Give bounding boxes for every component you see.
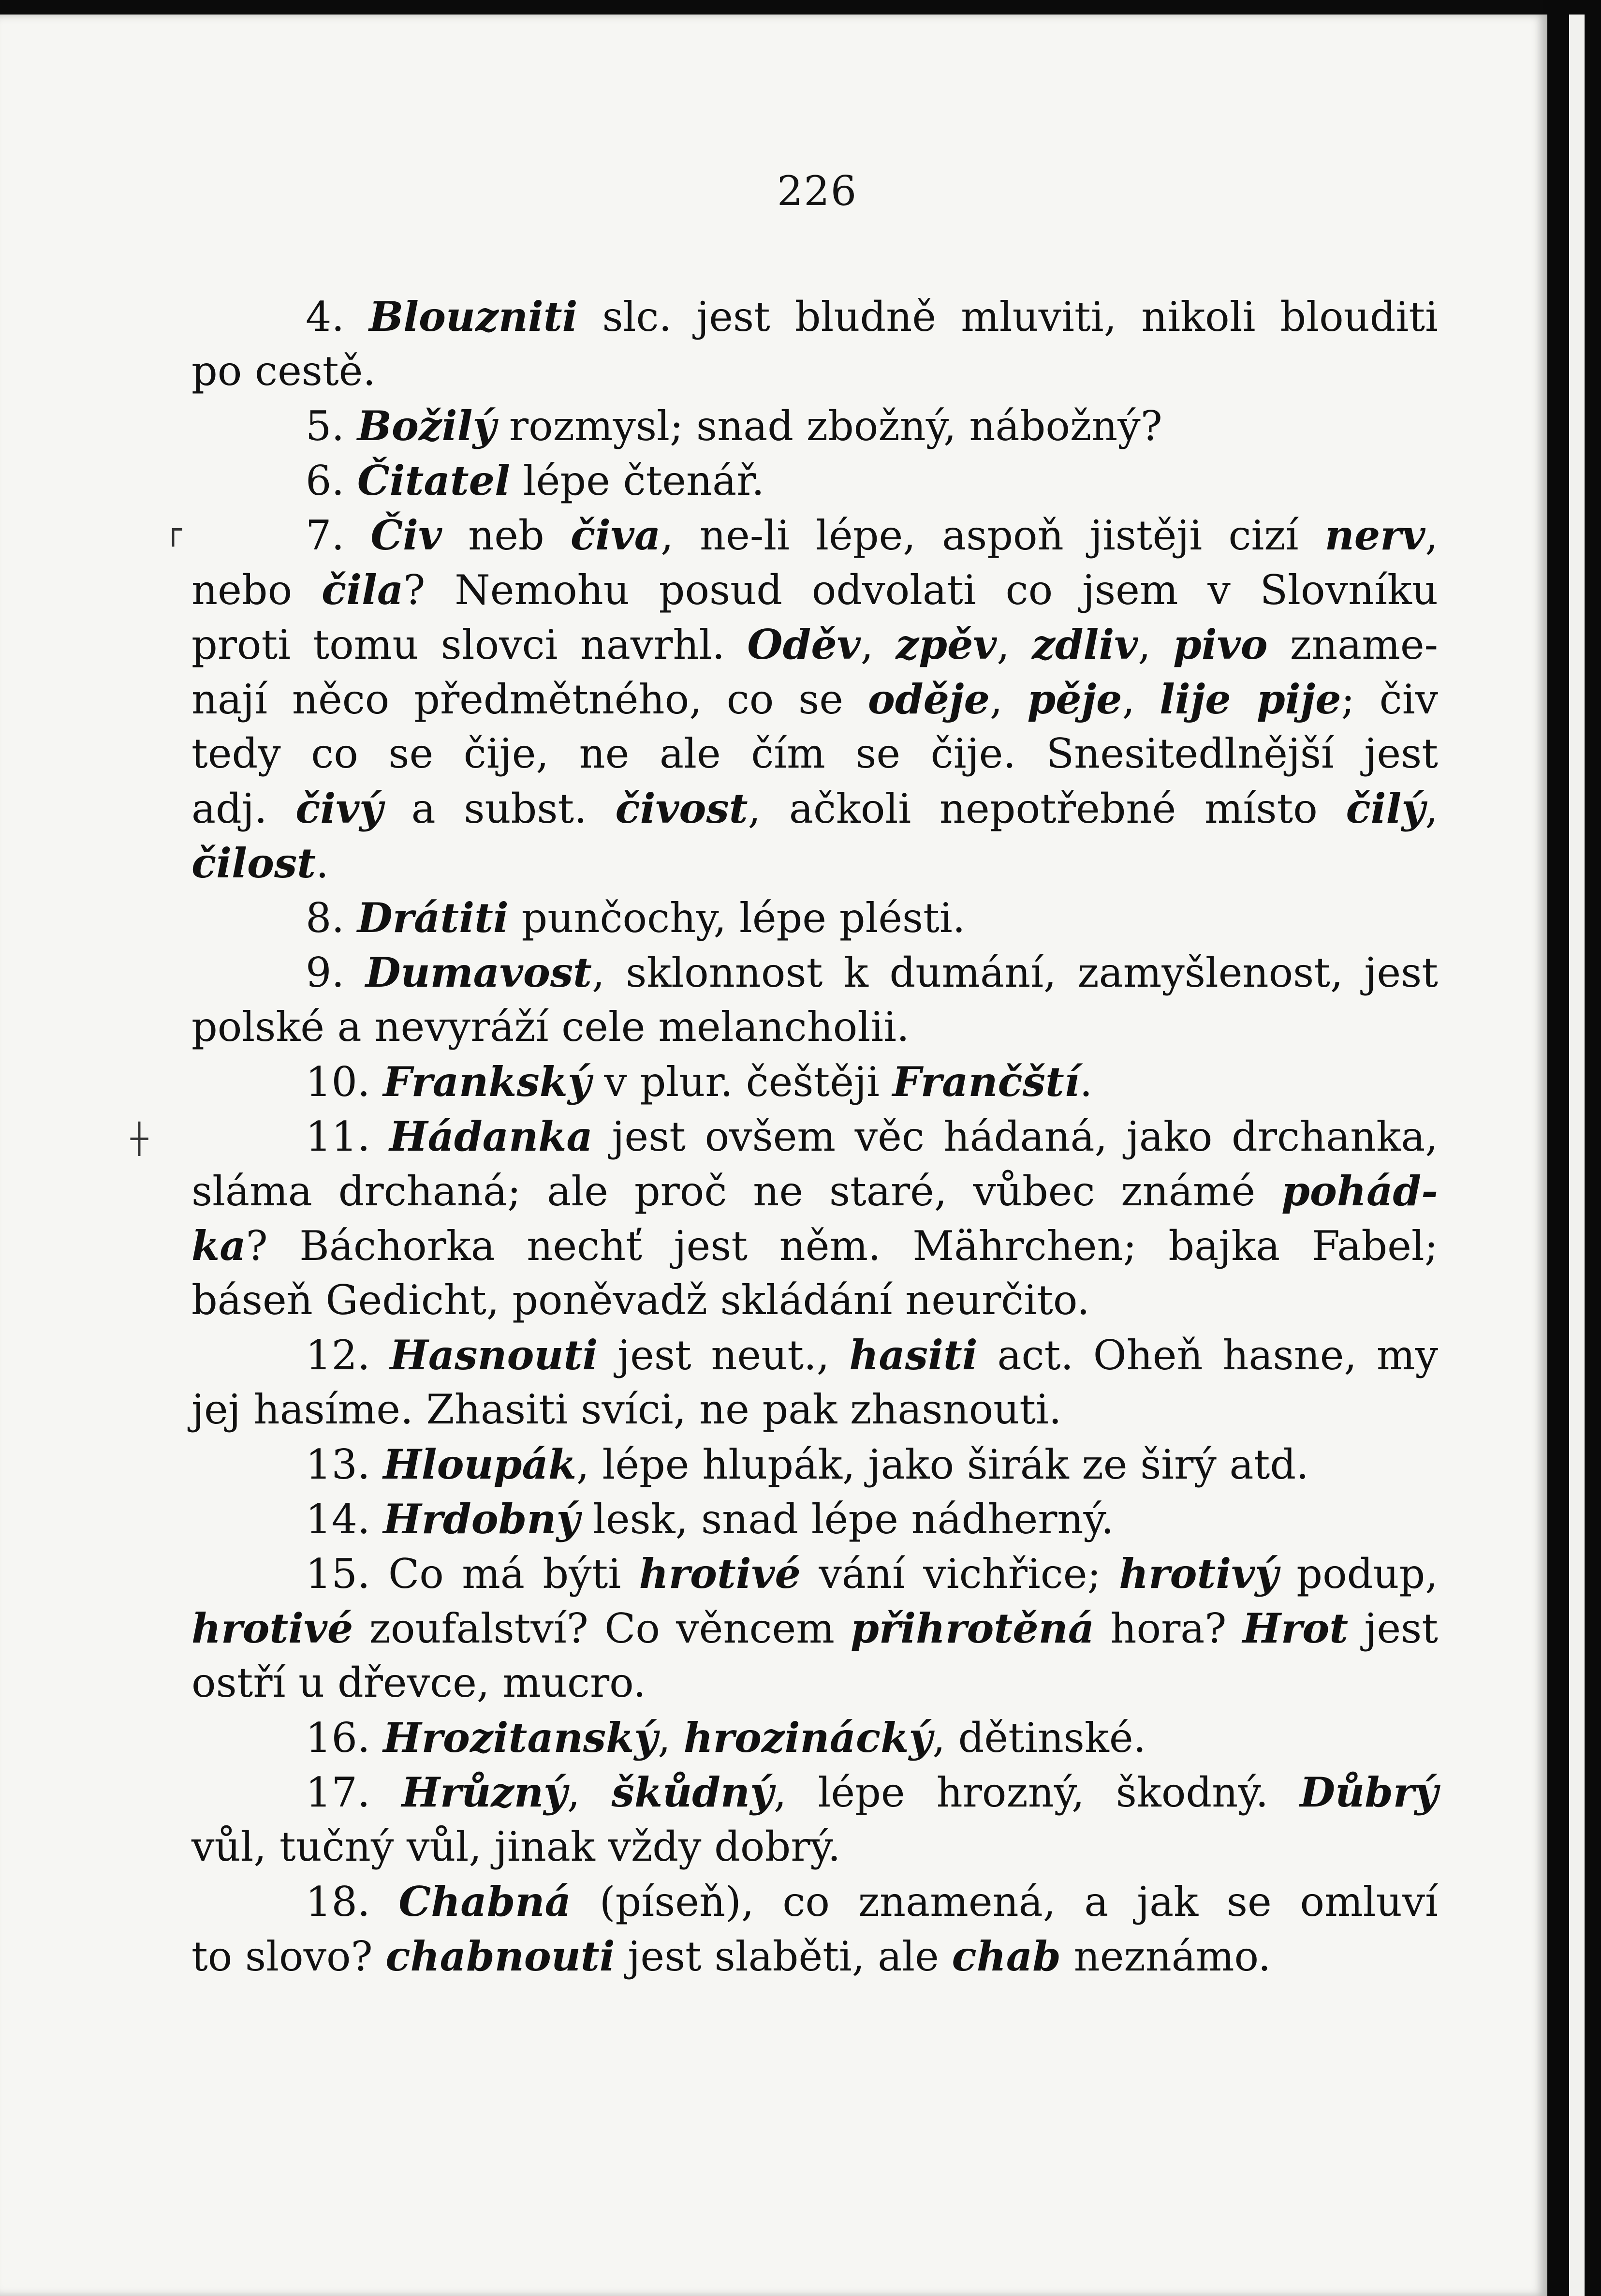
italic-term: Čiv bbox=[370, 511, 442, 559]
italic-term: přihrotěná bbox=[851, 1604, 1095, 1652]
entry-line bbox=[191, 836, 1438, 890]
text-run: ostří u dřevce, mucro. bbox=[191, 1659, 646, 1706]
text-run: a subst. bbox=[382, 785, 616, 832]
entry-first-line bbox=[191, 1109, 1438, 1164]
text-run: 9. bbox=[306, 949, 366, 996]
text-run: , bbox=[567, 1769, 612, 1816]
text-run: 14. bbox=[306, 1496, 383, 1543]
entry-first-line bbox=[191, 1328, 1438, 1382]
italic-term: Hrdobný bbox=[383, 1495, 580, 1543]
text-run: proti tomu slovci navrhl. bbox=[191, 621, 748, 668]
text-run: , bbox=[1425, 785, 1438, 832]
italic-term: Hrůzný bbox=[401, 1768, 567, 1816]
text-run: , bbox=[1122, 676, 1160, 723]
text-run: po cestě. bbox=[191, 347, 376, 395]
text-run: zname- bbox=[1267, 621, 1439, 668]
text-run: , bbox=[1425, 512, 1438, 559]
entry-first-line bbox=[191, 399, 1438, 453]
text-run: , bbox=[860, 621, 896, 668]
text-run: . bbox=[1079, 1058, 1093, 1106]
scan-border-top bbox=[0, 0, 1601, 16]
text-run: 4. bbox=[306, 293, 369, 341]
entry-line bbox=[191, 781, 1438, 836]
entry-line bbox=[191, 1000, 1438, 1054]
entry-line bbox=[191, 726, 1438, 781]
italic-term: Božilý bbox=[357, 402, 497, 450]
text-run: , ačkoli nepotřebné místo bbox=[748, 785, 1346, 832]
text-run: to slovo? bbox=[191, 1933, 386, 1980]
italic-term: Frančští bbox=[892, 1058, 1080, 1106]
italic-term: zpěv bbox=[896, 621, 997, 668]
italic-term: nerv bbox=[1324, 511, 1425, 559]
text-run: 6. bbox=[306, 457, 357, 504]
page-edge-strip bbox=[1569, 15, 1585, 2296]
text-run: neb bbox=[441, 512, 571, 559]
italic-term: Chabná bbox=[398, 1878, 571, 1926]
entry-first-line bbox=[191, 1437, 1438, 1492]
text-run: nají něco předmětného, co se bbox=[191, 676, 868, 723]
entry-first-line bbox=[191, 1492, 1438, 1546]
text-run: jej hasíme. Zhasiti svíci, ne pak zhasnouti. bbox=[191, 1386, 1062, 1433]
entry-line bbox=[191, 672, 1438, 726]
text-run: 5. bbox=[306, 402, 357, 450]
italic-term: chab bbox=[952, 1932, 1061, 1980]
text-run: , bbox=[997, 621, 1032, 668]
entry-line bbox=[191, 1218, 1438, 1273]
text-run: tedy co se čije, ne ale čím se čije. Snesitedlnější jest bbox=[191, 730, 1438, 777]
text-run: 12. bbox=[306, 1332, 390, 1379]
italic-term: Čitatel bbox=[357, 457, 511, 504]
text-run: 11. bbox=[306, 1113, 390, 1160]
entry-line bbox=[191, 1601, 1438, 1656]
italic-term: čilost bbox=[191, 839, 316, 887]
text-run: báseň Gedicht, poněvadž skládání neurčito. bbox=[191, 1276, 1090, 1324]
italic-term: chabnouti bbox=[385, 1932, 615, 1980]
text-run: 10. bbox=[306, 1058, 383, 1106]
text-run: 17. bbox=[306, 1769, 402, 1816]
entry-line bbox=[191, 1820, 1438, 1874]
italic-term: hrotivý bbox=[1119, 1550, 1278, 1598]
margin-mark: ┌ bbox=[164, 513, 182, 547]
italic-term: čilý bbox=[1346, 785, 1425, 832]
text-run: rozmysl; snad zbožný, nábožný? bbox=[496, 402, 1162, 450]
text-run: jest ovšem věc hádaná, jako drchanka, bbox=[592, 1113, 1438, 1160]
text-run: ? Báchorka nechť jest něm. Mährchen; bajka Fabel; bbox=[246, 1222, 1438, 1270]
text-run: , ne-li lépe, aspoň jistěji cizí bbox=[661, 512, 1325, 559]
text-run: , sklonnost k dumání, zamyšlenost, jest bbox=[591, 949, 1438, 996]
italic-term: Oděv bbox=[747, 621, 861, 668]
italic-term: hrotivé bbox=[639, 1550, 801, 1598]
text-run: act. Oheň hasne, my bbox=[977, 1332, 1438, 1379]
italic-term: pivo bbox=[1173, 621, 1268, 668]
italic-term: lije pije bbox=[1160, 675, 1341, 723]
text-run: zoufalství? Co věncem bbox=[353, 1605, 851, 1652]
italic-term: Blouzniti bbox=[369, 293, 578, 341]
text-run: neznámo. bbox=[1060, 1933, 1271, 1980]
italic-term: Hádanka bbox=[389, 1112, 593, 1160]
entry-first-line bbox=[191, 289, 1438, 344]
italic-term: ka bbox=[191, 1222, 246, 1270]
text-run: 18. bbox=[306, 1878, 399, 1926]
text-run: , bbox=[1138, 621, 1174, 668]
entry-first-line bbox=[191, 1054, 1438, 1109]
page-text bbox=[191, 289, 1438, 1984]
entry-first-line bbox=[191, 453, 1438, 508]
text-run: lépe čtenář. bbox=[510, 457, 764, 504]
text-run: 16. bbox=[306, 1714, 383, 1762]
italic-term: Dumavost bbox=[365, 948, 592, 996]
text-run: polské a nevyráží cele melancholii. bbox=[191, 1003, 910, 1051]
text-run: , bbox=[989, 676, 1028, 723]
italic-term: Hrozitanský bbox=[383, 1714, 658, 1762]
entry-line bbox=[191, 563, 1438, 617]
italic-term: škůdný bbox=[611, 1768, 774, 1816]
italic-term: Hloupák bbox=[383, 1440, 577, 1488]
text-run: . bbox=[316, 840, 329, 887]
italic-term: hasiti bbox=[849, 1331, 978, 1379]
text-run: (píseň), co znamená, a jak se omluví bbox=[571, 1878, 1438, 1926]
text-run: 13. bbox=[306, 1441, 383, 1488]
entry-line bbox=[191, 1273, 1438, 1328]
italic-term: Hrot bbox=[1242, 1604, 1349, 1652]
entry-line bbox=[191, 1929, 1438, 1984]
text-run: , bbox=[658, 1714, 684, 1762]
italic-term: čivý bbox=[295, 785, 383, 832]
text-run: ? Nemohu posud odvolati co jsem v Slovníku bbox=[403, 566, 1438, 614]
entry-first-line bbox=[191, 1765, 1438, 1820]
text-run: , lépe hrozný, škodný. bbox=[773, 1769, 1300, 1816]
entry-line bbox=[191, 1382, 1438, 1437]
entry-first-line bbox=[191, 1546, 1438, 1601]
italic-term: Důbrý bbox=[1300, 1768, 1438, 1816]
text-run: 7. bbox=[306, 512, 371, 559]
text-run: adj. bbox=[191, 785, 296, 832]
text-run: , dětinské. bbox=[932, 1714, 1146, 1762]
text-run: vání vichřice; bbox=[800, 1550, 1119, 1598]
italic-term: čivost bbox=[615, 785, 748, 832]
page-number: 226 bbox=[777, 167, 858, 215]
text-run: sláma drchaná; ale proč ne staré, vůbec známé bbox=[191, 1168, 1282, 1215]
entry-line bbox=[191, 344, 1438, 399]
text-run: 8. bbox=[306, 894, 357, 942]
entry-line bbox=[191, 1656, 1438, 1710]
text-run: podup, bbox=[1278, 1550, 1438, 1598]
entry-first-line bbox=[191, 1874, 1438, 1929]
entry-first-line bbox=[191, 1710, 1438, 1765]
italic-term: Frankský bbox=[383, 1058, 591, 1106]
italic-term: hrozinácký bbox=[683, 1714, 933, 1762]
italic-term: hrotivé bbox=[191, 1604, 353, 1652]
entry-line bbox=[191, 1164, 1438, 1218]
text-run: lesk, snad lépe nádherný. bbox=[580, 1496, 1114, 1543]
italic-term: pohád- bbox=[1281, 1167, 1438, 1215]
text-run: hora? bbox=[1094, 1605, 1243, 1652]
text-run: 15. Co má býti bbox=[306, 1550, 639, 1598]
text-run: punčochy, lépe plésti. bbox=[508, 894, 966, 942]
italic-term: Drátiti bbox=[357, 894, 509, 942]
text-run: ; čiv bbox=[1341, 676, 1439, 723]
margin-mark: ┼ bbox=[131, 1122, 148, 1156]
text-run: jest slaběti, ale bbox=[615, 1933, 952, 1980]
entry-first-line bbox=[191, 890, 1438, 945]
text-run: slc. jest bludně mluviti, nikoli blouditi bbox=[577, 293, 1438, 341]
text-run: vůl, tučný vůl, jinak vždy dobrý. bbox=[191, 1823, 841, 1870]
entry-first-line bbox=[191, 945, 1438, 1000]
italic-term: čila bbox=[321, 566, 404, 614]
italic-term: oděje bbox=[867, 675, 990, 723]
book-page bbox=[0, 15, 1547, 2296]
italic-term: čiva bbox=[570, 511, 661, 559]
text-run: jest neut., bbox=[598, 1332, 850, 1379]
text-run: jest bbox=[1348, 1605, 1438, 1652]
text-run: nebo bbox=[191, 566, 322, 614]
italic-term: pěje bbox=[1027, 675, 1122, 723]
italic-term: Hasnouti bbox=[390, 1331, 598, 1379]
entry-first-line bbox=[191, 508, 1438, 563]
entry-line bbox=[191, 617, 1438, 672]
text-run: , lépe hlupák, jako širák ze širý atd. bbox=[576, 1441, 1309, 1488]
italic-term: zdliv bbox=[1032, 621, 1138, 668]
text-run: v plur. češtěji bbox=[591, 1058, 893, 1106]
